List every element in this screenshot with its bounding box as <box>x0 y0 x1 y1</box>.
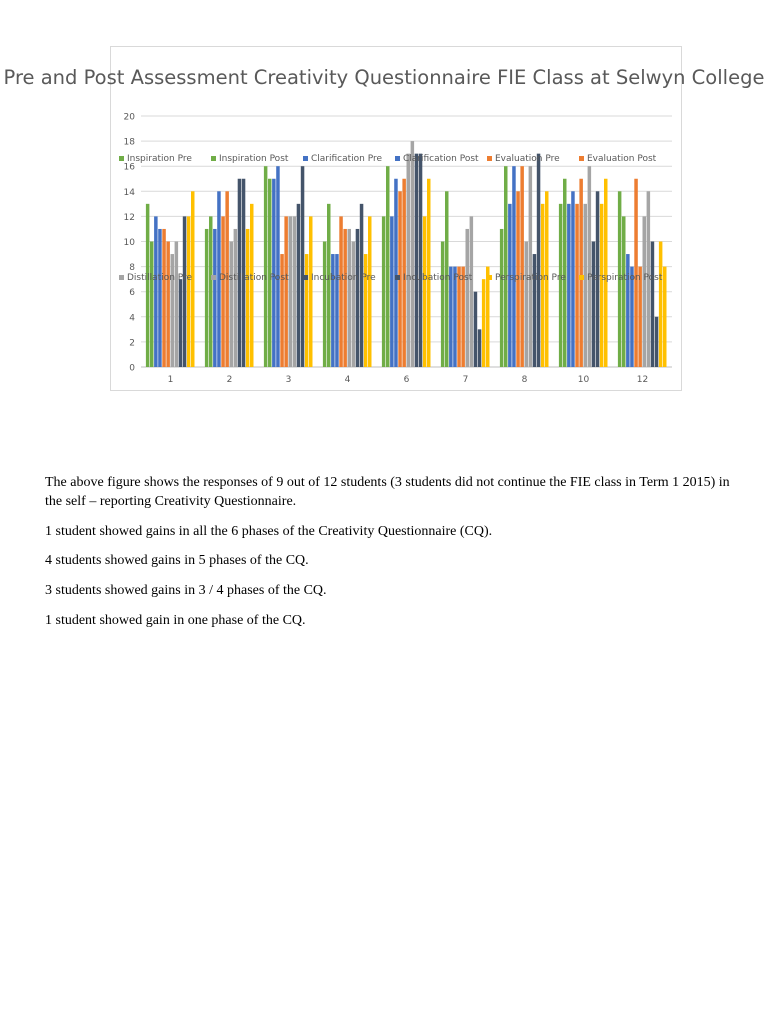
bar <box>280 254 284 367</box>
bar <box>415 154 419 367</box>
bar-chart <box>111 47 683 392</box>
bar <box>504 166 508 367</box>
bar <box>584 204 588 367</box>
bar <box>541 204 545 367</box>
bar <box>205 229 209 367</box>
bar <box>407 154 411 367</box>
legend-swatch <box>119 156 124 161</box>
bar <box>529 166 533 367</box>
bar <box>230 242 234 368</box>
figure-caption: The above figure shows the responses of 9 out of 12 students (3 students did not continue the FIE class in Term 1 2015) in the self – reporting Creativity Questionnaire. <box>45 475 730 509</box>
bar <box>183 216 187 367</box>
bar <box>335 254 339 367</box>
bar <box>575 204 579 367</box>
y-tick-label: 16 <box>123 162 135 173</box>
bar <box>339 216 343 367</box>
y-tick-label: 6 <box>129 288 135 299</box>
bar <box>441 242 445 368</box>
bar <box>537 154 541 367</box>
legend-swatch <box>395 156 400 161</box>
chart-frame <box>110 46 682 391</box>
summary-line-4: 1 student showed gain in one phase of the CQ. <box>45 613 306 628</box>
bar <box>175 242 179 368</box>
bar <box>663 267 667 367</box>
legend-swatch <box>211 156 216 161</box>
bar <box>158 229 162 367</box>
bar <box>309 216 313 367</box>
y-tick-label: 20 <box>123 112 135 123</box>
bar <box>171 254 175 367</box>
bar <box>234 229 238 367</box>
x-tick-label: 8 <box>521 375 528 385</box>
y-tick-label: 2 <box>129 338 135 349</box>
bar <box>482 279 486 367</box>
legend-label: Evaluation Pre <box>495 154 560 164</box>
x-tick-label: 1 <box>167 375 174 385</box>
bar <box>250 204 254 367</box>
legend-swatch <box>579 156 584 161</box>
bar <box>360 204 364 367</box>
legend-swatch <box>303 275 308 280</box>
bar <box>327 204 331 367</box>
y-tick-label: 18 <box>123 137 135 148</box>
x-tick-label: 6 <box>403 375 410 385</box>
bar <box>394 179 398 367</box>
bar <box>154 216 158 367</box>
x-tick-label: 10 <box>577 375 590 385</box>
bar <box>423 216 427 367</box>
bars <box>146 141 667 367</box>
legend-label: Clarification Pre <box>311 154 383 164</box>
bar <box>600 204 604 367</box>
bar <box>209 216 213 367</box>
bar <box>571 191 575 367</box>
y-tick-label: 10 <box>123 238 135 248</box>
y-tick-label: 4 <box>129 313 135 324</box>
bar <box>386 166 390 367</box>
bar <box>221 216 225 367</box>
x-tick-label: 2 <box>226 375 233 385</box>
y-tick-label: 14 <box>123 187 135 198</box>
x-tick-label: 7 <box>462 375 469 385</box>
bar <box>659 242 663 368</box>
bar <box>478 329 482 367</box>
legend-swatch <box>303 156 308 161</box>
bar <box>411 141 415 367</box>
bar <box>533 254 537 367</box>
bar <box>293 216 297 367</box>
legend-label: Evaluation Post <box>587 154 657 164</box>
bar <box>520 166 524 367</box>
bar <box>567 204 571 367</box>
bar <box>474 292 478 367</box>
bar <box>213 229 217 367</box>
bar <box>166 242 170 368</box>
legend-label: Distillation Post <box>219 273 289 283</box>
legend-label: Inspiration Post <box>219 154 289 164</box>
bar <box>500 229 504 367</box>
bar <box>264 166 268 367</box>
bar <box>276 166 280 367</box>
legend-swatch <box>211 275 216 280</box>
bar <box>364 254 368 367</box>
bar <box>470 216 474 367</box>
bar <box>150 242 154 368</box>
bar <box>284 216 288 367</box>
chart-title: Pre and Post Assessment Creativity Questionnaire FIE Class at Selwyn College <box>3 66 765 89</box>
legend-swatch <box>119 275 124 280</box>
bar <box>348 229 352 367</box>
legend-label: Distillation Pre <box>127 273 193 283</box>
bar <box>368 216 372 367</box>
x-tick-label: 4 <box>344 375 351 385</box>
bar <box>352 242 356 368</box>
bar <box>486 267 490 367</box>
bar <box>305 254 309 367</box>
legend-label: Incubation Post <box>403 273 473 283</box>
bar <box>579 179 583 367</box>
summary-line-1: 1 student showed gains in all the 6 phases of the Creativity Questionnaire (CQ). <box>45 524 493 539</box>
bar <box>588 166 592 367</box>
y-tick-label: 8 <box>129 263 135 274</box>
legend-swatch <box>579 275 584 280</box>
bar <box>655 317 659 367</box>
bar <box>525 242 529 368</box>
bar <box>187 216 191 367</box>
bar <box>512 166 516 367</box>
y-tick-label: 0 <box>129 363 135 374</box>
summary-line-3: 3 students showed gains in 3 / 4 phases of the CQ. <box>45 583 327 598</box>
bar <box>622 216 626 367</box>
bar <box>146 204 150 367</box>
summary-line-2: 4 students showed gains in 5 phases of the CQ. <box>45 553 309 568</box>
legend-label: Incubation Pre <box>311 273 376 283</box>
bar <box>356 229 360 367</box>
bar <box>466 229 470 367</box>
bar <box>246 229 250 367</box>
legend-swatch <box>487 156 492 161</box>
bar <box>508 204 512 367</box>
bar <box>592 242 596 368</box>
legend-swatch <box>395 275 400 280</box>
bar <box>179 279 183 367</box>
bar <box>297 204 301 367</box>
x-tick-label: 3 <box>285 375 292 385</box>
bar <box>382 216 386 367</box>
y-tick-label: 12 <box>123 212 135 223</box>
bar <box>651 242 655 368</box>
bar <box>343 229 347 367</box>
bar <box>626 254 630 367</box>
bar <box>289 216 293 367</box>
bar <box>301 166 305 367</box>
bar <box>643 216 647 367</box>
legend-label: Perspiration Post <box>587 273 663 283</box>
x-tick-label: 12 <box>636 375 649 385</box>
bar <box>331 254 335 367</box>
legend-label: Inspiration Pre <box>127 154 192 164</box>
bar <box>162 229 166 367</box>
legend-label: Clarification Post <box>403 154 479 164</box>
legend-swatch <box>487 275 492 280</box>
legend-label: Perspiration Pre <box>495 273 566 283</box>
bar <box>323 242 327 368</box>
bar <box>419 154 423 367</box>
bar <box>559 204 563 367</box>
bar <box>390 216 394 367</box>
